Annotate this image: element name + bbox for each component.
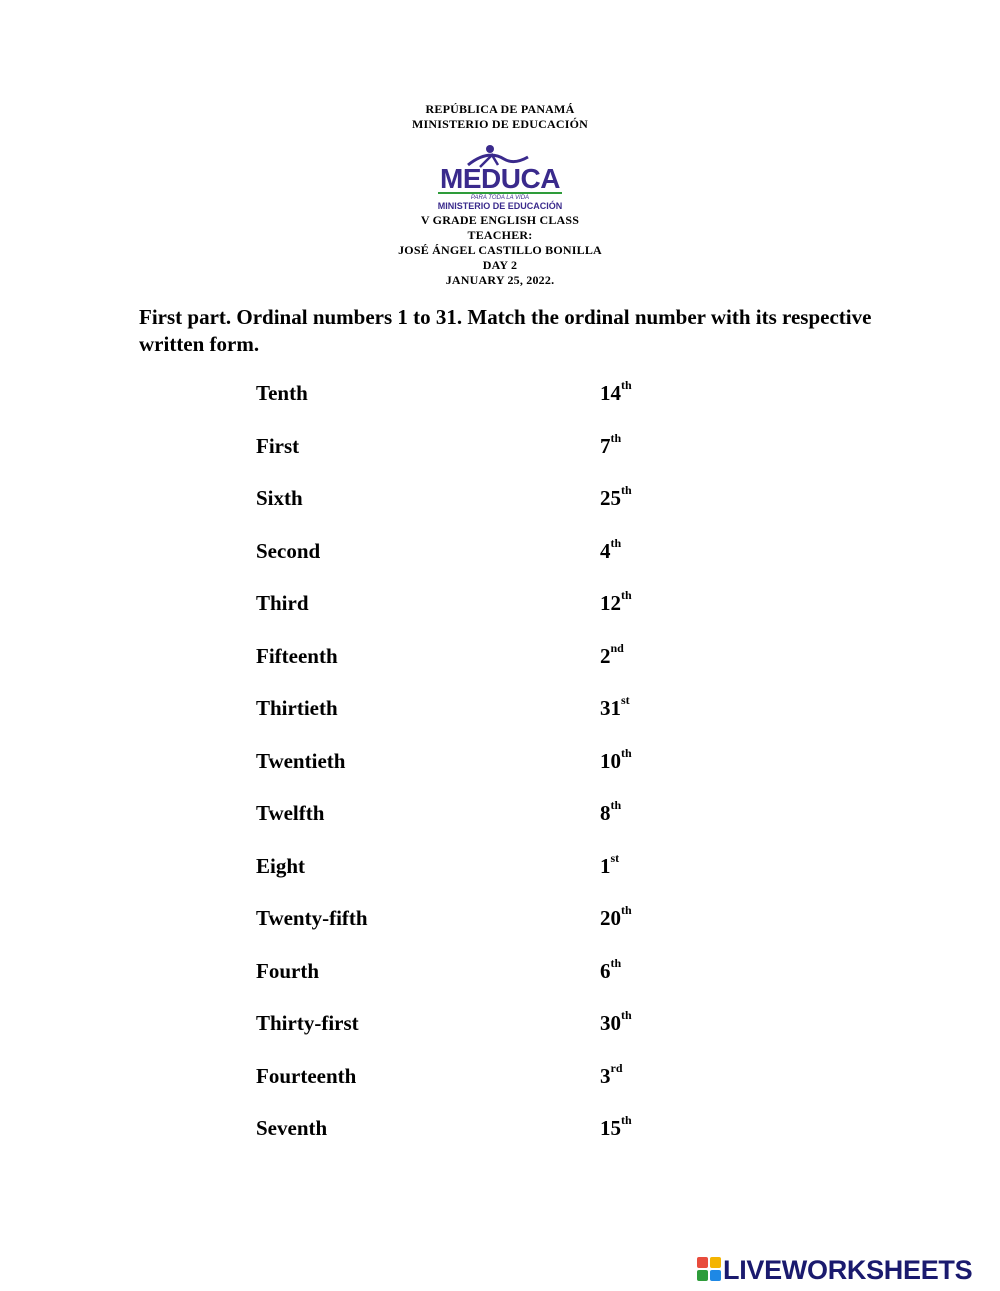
match-row: [256, 693, 676, 726]
ordinal-suffix: nd: [610, 640, 624, 655]
written-ordinal[interactable]: Eight: [256, 853, 306, 878]
ordinal-number: 6: [600, 958, 611, 983]
ordinal-number: 8: [600, 801, 611, 825]
meduca-logo: [428, 143, 573, 213]
ordinal-suffix: th: [610, 535, 622, 550]
written-ordinal[interactable]: Third: [256, 591, 309, 615]
numeric-ordinal[interactable]: [600, 693, 630, 721]
class-info: [0, 213, 1000, 288]
written-ordinal[interactable]: Twentieth: [256, 748, 346, 773]
ordinal-number: 14: [600, 381, 621, 405]
meduca-logo-graphic: [428, 143, 573, 213]
ordinal-suffix: th: [610, 798, 622, 812]
written-ordinal[interactable]: Tenth: [256, 381, 308, 405]
ministry-title: MINISTERIO DE EDUCACIÓN: [412, 117, 588, 131]
ordinal-suffix: th: [621, 378, 632, 392]
numeric-ordinal[interactable]: [600, 1060, 623, 1089]
match-row: [256, 903, 676, 936]
match-row: [256, 745, 676, 779]
ordinal-suffix: st: [610, 850, 620, 865]
ordinal-suffix: th: [610, 430, 622, 445]
match-row: [256, 588, 676, 621]
teacher-name: JOSÉ ÁNGEL CASTILLO BONILLA: [398, 243, 602, 257]
ordinal-number: 31: [600, 696, 621, 720]
ordinal-number: 12: [600, 591, 621, 615]
liveworksheets-text: LIVEWORKSHEETS: [723, 1255, 973, 1285]
ordinal-number: 7: [600, 433, 611, 458]
ordinal-suffix: rd: [610, 1060, 623, 1075]
ordinal-suffix: th: [621, 588, 632, 602]
match-row: [256, 640, 676, 674]
match-row: [256, 1113, 676, 1146]
numeric-ordinal[interactable]: [600, 588, 632, 616]
ordinal-number: 4: [600, 538, 611, 563]
ordinal-number: 10: [600, 748, 621, 773]
numeric-ordinal[interactable]: [600, 1113, 632, 1141]
ordinal-number: 3: [600, 1063, 611, 1088]
ordinal-suffix: th: [621, 1008, 632, 1022]
written-ordinal[interactable]: Sixth: [256, 486, 303, 510]
numeric-ordinal[interactable]: [600, 798, 622, 826]
numeric-ordinal[interactable]: [600, 535, 622, 564]
written-ordinal[interactable]: Twenty-fifth: [256, 906, 368, 930]
written-ordinal[interactable]: First: [256, 433, 300, 458]
ordinal-suffix: st: [621, 693, 630, 707]
numeric-ordinal[interactable]: [600, 378, 632, 406]
match-row: [256, 430, 676, 464]
written-ordinal[interactable]: Seventh: [256, 1116, 328, 1140]
ordinal-number: 25: [600, 486, 621, 510]
match-row: [256, 535, 676, 569]
class-name: V GRADE ENGLISH CLASS: [420, 213, 580, 227]
written-ordinal[interactable]: Thirty-first: [256, 1011, 359, 1035]
numeric-ordinal[interactable]: [600, 1008, 632, 1036]
numeric-ordinal[interactable]: [600, 745, 632, 774]
written-ordinal[interactable]: Fifteenth: [256, 643, 338, 668]
logo-brand-text: MEDUCA: [440, 163, 560, 194]
ordinal-suffix: th: [621, 483, 632, 497]
written-ordinal[interactable]: Thirtieth: [256, 696, 338, 720]
numeric-ordinal[interactable]: [600, 483, 632, 511]
instructions: First part. Ordinal numbers 1 to 31. Match the ordinal number with its respective written form.: [139, 305, 872, 356]
ordinal-suffix: th: [621, 903, 632, 917]
ordinal-number: 15: [600, 1116, 621, 1140]
ordinal-suffix: th: [621, 1113, 632, 1127]
written-ordinal[interactable]: Fourteenth: [256, 1063, 357, 1088]
ordinal-suffix: th: [621, 745, 632, 760]
ordinal-number: 30: [600, 1011, 621, 1035]
match-row: [256, 1008, 676, 1041]
ordinal-suffix: th: [610, 955, 622, 970]
teacher-label: TEACHER:: [467, 228, 533, 242]
liveworksheets-logo-icon: [697, 1257, 721, 1283]
country-title: REPÚBLICA DE PANAMÁ: [425, 102, 575, 116]
ordinal-number: 1: [600, 853, 611, 878]
match-row: [256, 378, 676, 411]
document-header: [0, 102, 1000, 132]
numeric-ordinal[interactable]: [600, 430, 622, 459]
match-row: [256, 955, 676, 989]
liveworksheets-brand: [697, 1253, 997, 1289]
numeric-ordinal[interactable]: [600, 955, 622, 984]
ordinal-number: 2: [600, 643, 611, 668]
logo-subtitle: MINISTERIO DE EDUCACIÓN: [437, 201, 563, 211]
ordinal-number: 20: [600, 906, 621, 930]
match-row: [256, 798, 676, 831]
day-label: DAY 2: [482, 258, 518, 272]
numeric-ordinal[interactable]: [600, 903, 632, 931]
written-ordinal[interactable]: Second: [256, 538, 321, 563]
written-ordinal[interactable]: Twelfth: [256, 801, 325, 825]
match-row: [256, 850, 676, 884]
numeric-ordinal[interactable]: [600, 640, 624, 669]
match-row: [256, 1060, 676, 1094]
logo-tagline: PARA TODA LA VIDA: [470, 195, 530, 201]
match-row: [256, 483, 676, 516]
date-label: JANUARY 25, 2022.: [445, 273, 555, 287]
numeric-ordinal[interactable]: [600, 850, 620, 879]
written-ordinal[interactable]: Fourth: [256, 958, 319, 983]
